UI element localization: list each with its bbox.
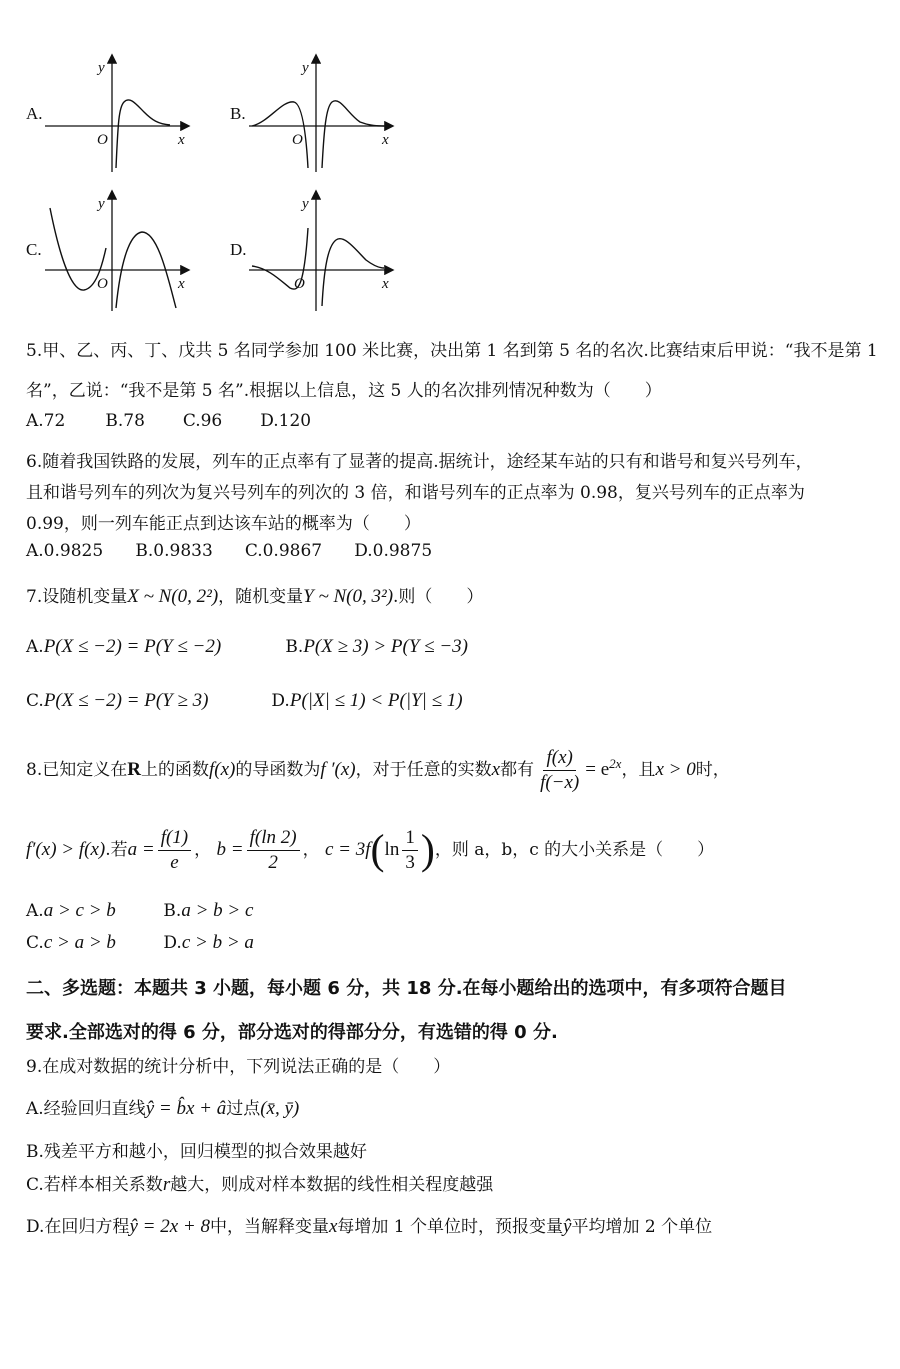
q8-ratio-fraction bbox=[537, 746, 582, 795]
q8-a-fraction bbox=[158, 826, 191, 875]
q7-option-b-expr: P(X ≥ 3) > P(Y ≤ −3) bbox=[303, 636, 469, 657]
option-a-label: A. bbox=[26, 104, 43, 123]
q8-option-d-label: D. bbox=[163, 933, 182, 953]
x-label: x bbox=[178, 276, 185, 292]
q7-option-c-expr: P(X ≤ −2) = P(Y ≥ 3) bbox=[43, 690, 209, 711]
q9-stem: 9.在成对数据的统计分析中，下列说法正确的是（ ） bbox=[26, 1057, 451, 1077]
option-c-label: C. bbox=[26, 240, 42, 259]
q9-c-r: r bbox=[162, 1174, 171, 1195]
q8-b-fraction bbox=[247, 826, 300, 875]
q8-option-b-expr: a > b > c bbox=[181, 900, 254, 921]
q6-line1: 6.随着我国铁路的发展，列车的正点率有了显著的提高.据统计，途经某车站的只有和谐号和复兴号列车， bbox=[26, 452, 813, 472]
q8-option-c-label: C. bbox=[26, 933, 44, 953]
q7-suffix: .则（ ） bbox=[393, 587, 484, 607]
q7-option-d-label: D. bbox=[271, 691, 290, 711]
graph-b bbox=[244, 52, 404, 174]
q8-c-ln: ln bbox=[384, 838, 400, 860]
q7-prefix: 7.设随机变量 bbox=[26, 587, 128, 607]
q8-tail: ，则 a，b，c 的大小关系是（ ） bbox=[434, 839, 715, 860]
q8-ratio-den: f(−x) bbox=[540, 771, 580, 793]
y-label: y bbox=[98, 196, 105, 212]
q8-text: ，且 bbox=[621, 759, 656, 780]
q8-b-num: f(ln 2) bbox=[247, 826, 300, 851]
q6-option-d: D.0.9875 bbox=[354, 541, 433, 561]
graph-d bbox=[244, 188, 404, 313]
q8-a-num: f(1) bbox=[158, 826, 191, 851]
q9-a-pre: A.经验回归直线 bbox=[26, 1099, 146, 1119]
y-label: y bbox=[98, 60, 105, 76]
q8-option-c-expr: c > a > b bbox=[43, 932, 116, 953]
q8-cond: x > 0 bbox=[655, 758, 696, 780]
q9-d-x: x bbox=[328, 1216, 338, 1237]
q7-middle: ，随机变量 bbox=[218, 587, 304, 607]
q9-d-mid2: 每增加 1 个单位时，预报变量 bbox=[337, 1217, 564, 1237]
q6-line2: 且和谐号列车的列次为复兴号列车的列次的 3 倍，和谐号列车的正点率为 0.98，复兴号列车的正点率为 bbox=[26, 483, 805, 503]
q8-ineq: f′(x) > f(x) bbox=[26, 838, 106, 860]
q9-a-mid: 过点 bbox=[226, 1099, 261, 1119]
y-label: y bbox=[302, 196, 309, 212]
q8-eq-rhs: = e bbox=[585, 758, 610, 780]
q7-option-a-label: A. bbox=[26, 637, 44, 657]
q7-option-b-label: B. bbox=[285, 637, 304, 657]
q8-a-den: e bbox=[170, 851, 179, 873]
q9-option-a bbox=[26, 1094, 299, 1120]
q6-option-b: B.0.9833 bbox=[135, 541, 213, 561]
q6-options bbox=[26, 541, 432, 561]
option-d-label: D. bbox=[230, 240, 247, 259]
q8-c-lhs: c = 3f bbox=[325, 838, 371, 860]
q8-option-a-label: A. bbox=[26, 901, 44, 921]
q8-options-row2 bbox=[26, 932, 254, 954]
q8-c-num: 1 bbox=[402, 826, 418, 851]
q8-fx: f(x) bbox=[208, 758, 236, 780]
section2-line2: 要求.全部选对的得 6 分，部分选对的得部分分，有选错的得 0 分. bbox=[26, 1022, 558, 1043]
q7-option-d-expr: P(|X| ≤ 1) < P(|Y| ≤ 1) bbox=[289, 690, 463, 711]
q9-option-b: B.残差平方和越小，回归模型的拟合效果越好 bbox=[26, 1142, 367, 1162]
q9-c-post: 越大，则成对样本数据的线性相关程度越强 bbox=[170, 1175, 494, 1195]
q7-option-c-label: C. bbox=[26, 691, 44, 711]
q9-a-point: (x̄, ȳ) bbox=[260, 1098, 300, 1119]
x-label: x bbox=[382, 132, 389, 148]
q9-d-post: 平均增加 2 个单位 bbox=[571, 1217, 713, 1237]
q8-options-row1 bbox=[26, 900, 253, 922]
q5-options bbox=[26, 411, 311, 431]
q8-eq-exp: 2x bbox=[609, 756, 622, 772]
origin-label: O bbox=[294, 276, 305, 292]
q9-a-eq: ŷ = b̂x + â bbox=[145, 1098, 227, 1119]
q5-line1: 5.甲、乙、丙、丁、戊共 5 名同学参加 100 米比赛，决出第 1 名到第 5 名的名次.比赛结束后甲说：“我不是第 1 bbox=[26, 341, 878, 361]
q8-c-den: 3 bbox=[405, 851, 415, 873]
q8-line2: f′(x) > f(x).若a = $\frac{f(1)}{e}$ ， b = $\frac{f(\ln 2)}{2}$ ， c = 3f(ln $\frac{1}{3}$ )，则 a，b，c 的大小关系是（ ） bbox=[26, 827, 715, 874]
q5-line2: 名”，乙说：“我不是第 5 名”.根据以上信息，这 5 人的名次排列情况种数为（ ） bbox=[26, 381, 662, 401]
q5-option-d: D.120 bbox=[260, 411, 312, 431]
q8-text: 都有 bbox=[500, 759, 535, 780]
q5-option-a: A.72 bbox=[26, 411, 66, 431]
origin-label: O bbox=[292, 132, 303, 148]
q9-option-d bbox=[26, 1212, 712, 1238]
q7-options-row2 bbox=[26, 690, 463, 712]
q8-text: 8.已知定义在 bbox=[26, 759, 128, 780]
q8-c-fraction bbox=[402, 826, 418, 875]
q7-stem bbox=[26, 582, 483, 608]
q7-x-dist: X ~ N(0, 2²) bbox=[127, 586, 219, 607]
graph-c bbox=[40, 188, 200, 313]
q8-text: 的导函数为 bbox=[235, 759, 321, 780]
graph-a bbox=[40, 52, 200, 174]
q8-line1 bbox=[26, 746, 730, 795]
q9-d-pre: D.在回归方程 bbox=[26, 1217, 130, 1237]
x-label: x bbox=[382, 276, 389, 292]
q5-option-b: B.78 bbox=[105, 411, 145, 431]
q9-c-pre: C.若样本相关系数 bbox=[26, 1175, 163, 1195]
q8-b-lhs: b = bbox=[216, 838, 244, 860]
q6-option-c: C.0.9867 bbox=[244, 541, 323, 561]
q6-option-a: A.0.9825 bbox=[26, 541, 104, 561]
q8-text: .若 bbox=[105, 839, 128, 860]
q9-d-y: ŷ bbox=[563, 1216, 572, 1237]
q8-b-den: 2 bbox=[268, 851, 278, 873]
q8-text: 时， bbox=[695, 759, 730, 780]
section2-line1: 二、多选题：本题共 3 小题，每小题 6 分，共 18 分.在每小题给出的选项中，有多项符合题目 bbox=[26, 978, 787, 999]
q8-ratio-num: f(x) bbox=[543, 746, 575, 771]
origin-label: O bbox=[97, 132, 108, 148]
q9-d-eq: ŷ = 2x + 8 bbox=[129, 1216, 210, 1237]
q9-option-c bbox=[26, 1170, 493, 1196]
q8-real-set: R bbox=[127, 758, 141, 780]
q8-text: ，对于任意的实数 bbox=[355, 759, 492, 780]
q7-option-a-expr: P(X ≤ −2) = P(Y ≤ −2) bbox=[43, 636, 222, 657]
option-b-label: B. bbox=[230, 104, 246, 123]
q9-d-mid: 中，当解释变量 bbox=[209, 1217, 329, 1237]
q7-y-dist: Y ~ N(0, 3²) bbox=[303, 586, 394, 607]
q8-option-a-expr: a > c > b bbox=[43, 900, 116, 921]
q8-text: 上的函数 bbox=[140, 759, 209, 780]
origin-label: O bbox=[97, 276, 108, 292]
y-label: y bbox=[302, 60, 309, 76]
q8-x: x bbox=[491, 758, 501, 780]
q8-a-lhs: a = bbox=[127, 838, 155, 860]
q8-fpx: f ′(x) bbox=[320, 758, 356, 780]
x-label: x bbox=[178, 132, 185, 148]
q7-options-row1 bbox=[26, 636, 468, 658]
q8-option-b-label: B. bbox=[163, 901, 182, 921]
q8-option-d-expr: c > b > a bbox=[181, 932, 254, 953]
q6-line3: 0.99，则一列车能正点到达该车站的概率为（ ） bbox=[26, 514, 421, 534]
q5-option-c: C.96 bbox=[182, 411, 223, 431]
